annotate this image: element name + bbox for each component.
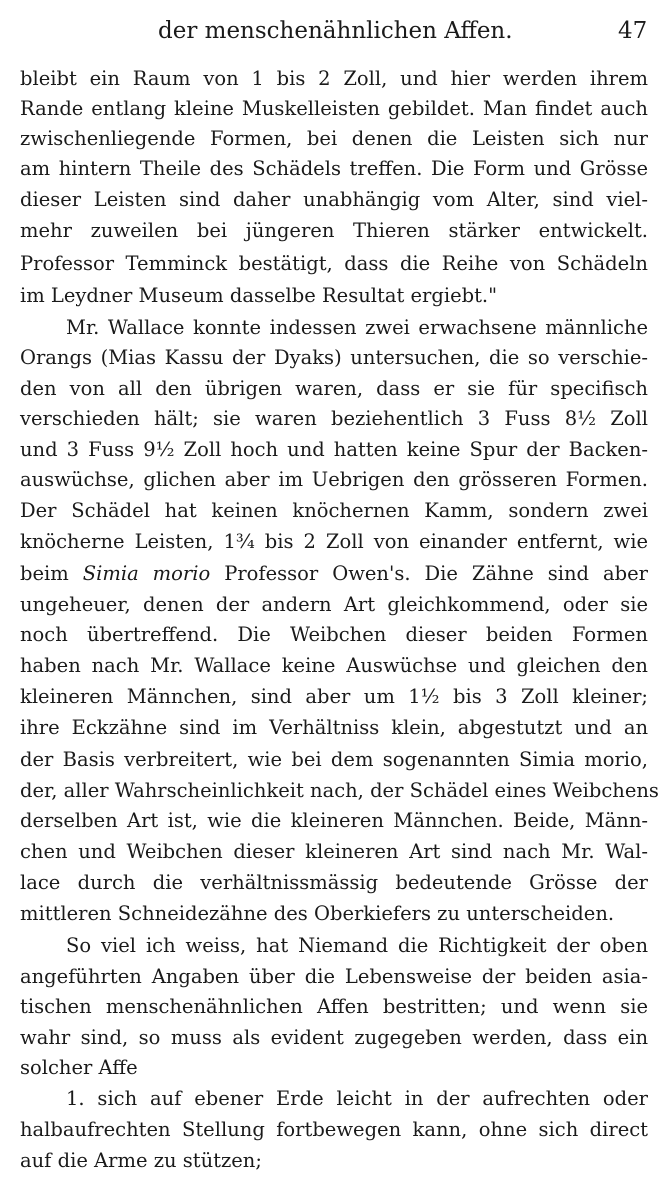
text-segment: Professor Owen's. Die Zähne sind aber <box>210 562 648 585</box>
running-title: der menschenähnlichen Affen. <box>158 18 513 44</box>
text-line: Orangs (Mias Kassu der Dyaks) untersuchen, die so verschie- <box>20 346 648 369</box>
text-line: im Leydner Museum dasselbe Resultat ergiebt." <box>20 284 498 307</box>
text-line: auf die Arme zu stützen; <box>20 1149 262 1172</box>
text-line: haben nach Mr. Wallace keine Auswüchse und gleichen den <box>20 654 648 677</box>
text-line: 1. sich auf ebener Erde leicht in der aufrechten oder <box>66 1087 648 1110</box>
text-line: am hintern Theile des Schädels treffen. Die Form und Grösse <box>20 157 648 180</box>
text-line: zwischenliegende Formen, bei denen die Leisten sich nur <box>20 127 648 150</box>
text-line-with-italic <box>20 559 648 589</box>
text-line: den von all den übrigen waren, dass er sie für specifisch <box>20 377 648 400</box>
text-line: bleibt ein Raum von 1 bis 2 Zoll, und hier werden ihrem <box>20 67 648 90</box>
text-line: tischen menschenähnlichen Affen bestritten; und wenn sie <box>20 995 648 1018</box>
text-line: mittleren Schneidezähne des Oberkiefers zu unterscheiden. <box>20 902 615 925</box>
page-number: 47 <box>618 18 648 44</box>
text-line: Der Schädel hat keinen knöchernen Kamm, sondern zwei <box>20 499 648 522</box>
text-line: dieser Leisten sind daher unabhängig vom Alter, sind viel- <box>20 188 648 211</box>
text-line: kleineren Männchen, sind aber um 1½ bis 3 Zoll kleiner; <box>20 685 648 708</box>
text-line: noch übertreffend. Die Weibchen dieser beiden Formen <box>20 623 648 646</box>
text-line: lace durch die verhältnissmässig bedeutende Grösse der <box>20 871 648 894</box>
text-line: der Basis verbreitert, wie bei dem sogenannten Simia morio, <box>20 748 648 771</box>
text-line: halbaufrechten Stellung fortbewegen kann, ohne sich direct <box>20 1118 648 1141</box>
text-line: mehr zuweilen bei jüngeren Thieren stärker entwickelt. <box>20 219 648 242</box>
text-line: Mr. Wallace konnte indessen zwei erwachsene männliche <box>66 316 648 339</box>
text-line: Rande entlang kleine Muskelleisten gebildet. Man findet auch <box>20 97 648 120</box>
text-line: derselben Art ist, wie die kleineren Männchen. Beide, Männ- <box>20 809 648 832</box>
text-line: ihre Eckzähne sind im Verhältniss klein, abgestutzt und an <box>20 716 648 739</box>
text-segment: beim <box>20 562 83 585</box>
text-line: So viel ich weiss, hat Niemand die Richtigkeit der oben <box>66 934 648 957</box>
text-line: solcher Affe <box>20 1056 138 1079</box>
running-header <box>0 18 667 54</box>
text-line: verschieden hält; sie waren beziehentlich 3 Fuss 8½ Zoll <box>20 407 648 430</box>
text-line: Professor Temminck bestätigt, dass die Reihe von Schädeln <box>20 252 648 275</box>
text-line: und 3 Fuss 9½ Zoll hoch und hatten keine Spur der Backen- <box>20 438 648 461</box>
text-line: ungeheuer, denen der andern Art gleichkommend, oder sie <box>20 593 648 616</box>
text-line: wahr sind, so muss als evident zugegeben werden, dass ein <box>20 1026 648 1049</box>
italic-species-name: Simia morio <box>82 562 211 585</box>
text-line: auswüchse, glichen aber im Uebrigen den grösseren Formen. <box>20 468 648 491</box>
text-line: chen und Weibchen dieser kleineren Art sind nach Mr. Wal- <box>20 840 648 863</box>
text-line: der, aller Wahrscheinlichkeit nach, der Schädel eines Weibchens <box>20 779 659 802</box>
text-line: angeführten Angaben über die Lebensweise der beiden asia- <box>20 965 648 988</box>
text-line: knöcherne Leisten, 1¾ bis 2 Zoll von einander entfernt, wie <box>20 530 648 553</box>
